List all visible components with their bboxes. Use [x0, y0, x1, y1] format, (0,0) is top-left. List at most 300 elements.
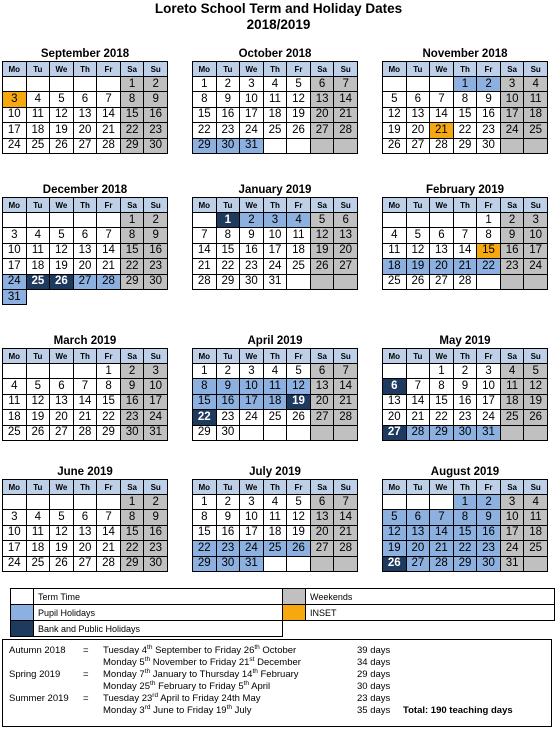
weekday-header: Fr — [287, 480, 311, 495]
week-row — [383, 556, 548, 571]
weekday-header: Su — [524, 62, 548, 77]
empty-day-cell — [310, 274, 334, 289]
day-cell: 4 — [524, 495, 548, 510]
day-cell: 31 — [240, 556, 264, 571]
day-cell: 29 — [97, 425, 121, 440]
term-summary — [2, 639, 552, 727]
day-cell: 13 — [406, 525, 430, 540]
weekday-header: Th — [263, 480, 287, 495]
empty-day-cell — [50, 364, 74, 379]
term-summary-row — [3, 657, 551, 669]
day-cell: 10 — [500, 92, 524, 107]
weekday-header: Fr — [477, 480, 501, 495]
week-row — [3, 495, 168, 510]
day-cell: 16 — [477, 525, 501, 540]
day-cell: 14 — [334, 92, 358, 107]
day-cell: 10 — [3, 107, 27, 122]
empty-day-cell — [406, 213, 430, 228]
day-cell: 3 — [240, 77, 264, 92]
day-cell: 14 — [97, 243, 121, 258]
day-cell: 24 — [240, 410, 264, 425]
day-cell: 15 — [120, 525, 144, 540]
day-cell: 18 — [524, 107, 548, 122]
week-row — [383, 379, 548, 394]
day-cell: 22 — [193, 541, 217, 556]
day-cell: 28 — [97, 274, 121, 289]
day-cell: 16 — [216, 525, 240, 540]
weekday-header: We — [430, 480, 454, 495]
day-cell: 12 — [383, 107, 407, 122]
weekday-header: Th — [453, 62, 477, 77]
weekday-header: Mo — [3, 62, 27, 77]
day-cell: 10 — [263, 228, 287, 243]
day-cell: 5 — [383, 510, 407, 525]
day-cell: 21 — [334, 525, 358, 540]
day-cell: 19 — [50, 259, 74, 274]
day-cell: 24 — [144, 410, 168, 425]
day-cell: 13 — [430, 243, 454, 258]
day-cell: 5 — [50, 228, 74, 243]
day-cell: 2 — [240, 213, 264, 228]
weekday-header: Tu — [216, 198, 240, 213]
day-cell: 10 — [240, 510, 264, 525]
day-cell: 21 — [406, 410, 430, 425]
week-row — [383, 410, 548, 425]
day-cell: 9 — [477, 510, 501, 525]
day-cell: 29 — [193, 556, 217, 571]
day-cell: 17 — [3, 259, 27, 274]
day-cell: 19 — [310, 243, 334, 258]
day-cell: 8 — [120, 228, 144, 243]
day-cell: 3 — [240, 495, 264, 510]
week-row — [3, 243, 168, 258]
day-cell: 27 — [50, 425, 74, 440]
day-cell: 22 — [97, 410, 121, 425]
page-title: Loreto School Term and Holiday Dates — [154, 1, 403, 16]
day-cell: 29 — [120, 556, 144, 571]
weekday-header: Th — [73, 62, 97, 77]
day-cell: 3 — [500, 495, 524, 510]
weekday-header: Sa — [310, 349, 334, 364]
day-cell: 19 — [287, 525, 311, 540]
day-cell: 23 — [240, 259, 264, 274]
day-cell: 9 — [120, 379, 144, 394]
day-cell: 27 — [73, 556, 97, 571]
weekday-header-row — [3, 349, 168, 364]
day-cell: 5 — [524, 364, 548, 379]
weekday-header: Sa — [120, 349, 144, 364]
day-cell: 12 — [26, 394, 50, 409]
day-cell: 28 — [406, 425, 430, 440]
day-cell: 25 — [263, 123, 287, 138]
month-name: September 2018 — [40, 48, 130, 60]
month-name: January 2019 — [238, 184, 312, 196]
day-cell: 21 — [453, 259, 477, 274]
day-cell: 29 — [453, 556, 477, 571]
date-text: June to Friday 19 — [150, 705, 227, 716]
day-cell: 27 — [310, 541, 334, 556]
day-cell: 10 — [240, 379, 264, 394]
day-cell: 3 — [500, 77, 524, 92]
day-cell: 10 — [3, 525, 27, 540]
day-cell: 7 — [406, 379, 430, 394]
day-cell: 18 — [383, 259, 407, 274]
day-cell: 31 — [144, 425, 168, 440]
day-cell: 27 — [73, 138, 97, 153]
date-text: November to Friday 21 — [150, 657, 250, 668]
week-row — [3, 289, 168, 304]
month-calendar — [192, 183, 358, 290]
weekday-header: Th — [73, 198, 97, 213]
empty-day-cell — [73, 364, 97, 379]
weekday-header: Mo — [193, 198, 217, 213]
empty-day-cell — [50, 77, 74, 92]
month-calendar — [382, 465, 548, 572]
day-cell: 2 — [144, 495, 168, 510]
day-cell: 20 — [73, 541, 97, 556]
empty-day-cell — [383, 495, 407, 510]
day-cell: 21 — [193, 259, 217, 274]
empty-day-cell — [287, 138, 311, 153]
empty-day-cell — [524, 425, 548, 440]
term-date-range — [103, 693, 261, 705]
week-row — [193, 364, 358, 379]
day-cell: 18 — [524, 525, 548, 540]
weekday-header: We — [430, 62, 454, 77]
month-name: June 2019 — [57, 466, 113, 478]
weekday-header: Mo — [3, 480, 27, 495]
weekday-header: Tu — [216, 480, 240, 495]
day-cell: 18 — [26, 541, 50, 556]
title-block — [0, 0, 557, 33]
term-name: Spring 2019 — [9, 669, 61, 680]
term-day-count: 39 days — [357, 645, 391, 656]
day-cell: 28 — [97, 556, 121, 571]
weekday-header: Tu — [26, 480, 50, 495]
day-cell: 27 — [406, 556, 430, 571]
week-row — [193, 228, 358, 243]
day-cell: 25 — [26, 138, 50, 153]
weekday-header: Su — [144, 349, 168, 364]
empty-day-cell — [193, 213, 217, 228]
empty-day-cell — [334, 274, 358, 289]
day-cell: 19 — [406, 259, 430, 274]
day-cell: 18 — [26, 259, 50, 274]
day-cell: 8 — [453, 510, 477, 525]
weekday-header: Su — [334, 62, 358, 77]
week-row — [383, 425, 548, 440]
day-cell: 4 — [263, 495, 287, 510]
weekday-header-row — [3, 62, 168, 77]
day-cell: 15 — [193, 525, 217, 540]
term-name: Summer 2019 — [9, 693, 69, 704]
day-cell: 1 — [453, 495, 477, 510]
day-cell: 21 — [73, 410, 97, 425]
ordinal-suffix: th — [243, 679, 250, 687]
weekday-header-row — [383, 480, 548, 495]
day-cell: 26 — [50, 556, 74, 571]
day-cell: 21 — [334, 394, 358, 409]
month-table — [2, 348, 168, 441]
weekday-header: Tu — [26, 349, 50, 364]
day-cell: 3 — [144, 364, 168, 379]
day-cell: 12 — [524, 379, 548, 394]
day-cell: 30 — [240, 274, 264, 289]
day-cell: 30 — [144, 138, 168, 153]
week-row — [383, 364, 548, 379]
day-cell: 21 — [334, 107, 358, 122]
day-cell: 25 — [500, 410, 524, 425]
day-cell: 24 — [500, 541, 524, 556]
empty-day-cell — [287, 425, 311, 440]
empty-day-cell — [263, 425, 287, 440]
weekday-header: Mo — [383, 198, 407, 213]
day-cell: 28 — [430, 556, 454, 571]
day-cell: 22 — [453, 541, 477, 556]
day-cell: 22 — [216, 259, 240, 274]
legend-swatch-weekends — [283, 589, 306, 605]
term-date-range — [103, 669, 299, 681]
day-cell: 11 — [26, 525, 50, 540]
month-name: April 2019 — [247, 335, 303, 347]
weekday-header: Sa — [120, 62, 144, 77]
day-cell: 12 — [287, 92, 311, 107]
week-row — [383, 259, 548, 274]
week-row — [3, 510, 168, 525]
date-text: December — [254, 657, 301, 668]
empty-day-cell — [310, 556, 334, 571]
week-row — [3, 259, 168, 274]
day-cell: 12 — [50, 243, 74, 258]
day-cell: 3 — [263, 213, 287, 228]
equals-sign: = — [83, 645, 89, 656]
day-cell: 28 — [73, 425, 97, 440]
day-cell: 2 — [500, 213, 524, 228]
day-cell: 15 — [193, 394, 217, 409]
month-table — [382, 479, 548, 572]
empty-day-cell — [500, 274, 524, 289]
day-cell: 18 — [3, 410, 27, 425]
day-cell: 8 — [97, 379, 121, 394]
weekday-header: Mo — [383, 349, 407, 364]
week-row — [193, 425, 358, 440]
day-cell: 8 — [453, 92, 477, 107]
day-cell: 9 — [477, 92, 501, 107]
week-row — [383, 107, 548, 122]
weekday-header: Mo — [193, 62, 217, 77]
weekday-header: Th — [263, 198, 287, 213]
week-row — [193, 243, 358, 258]
weekday-header-row — [3, 198, 168, 213]
day-cell: 13 — [310, 92, 334, 107]
day-cell: 25 — [524, 123, 548, 138]
day-cell: 12 — [50, 107, 74, 122]
day-cell: 16 — [500, 243, 524, 258]
empty-day-cell — [310, 138, 334, 153]
day-cell: 19 — [50, 123, 74, 138]
week-row — [193, 510, 358, 525]
empty-day-cell — [73, 495, 97, 510]
term-date-range — [103, 681, 270, 693]
day-cell: 2 — [216, 364, 240, 379]
day-cell: 11 — [26, 243, 50, 258]
day-cell: 31 — [263, 274, 287, 289]
empty-day-cell — [263, 556, 287, 571]
week-row — [193, 495, 358, 510]
empty-day-cell — [453, 213, 477, 228]
date-text: April — [249, 681, 271, 692]
day-cell: 11 — [263, 379, 287, 394]
empty-day-cell — [97, 495, 121, 510]
day-cell: 28 — [334, 123, 358, 138]
ordinal-suffix: th — [252, 667, 258, 675]
empty-day-cell — [3, 495, 27, 510]
day-cell: 14 — [97, 525, 121, 540]
week-row — [383, 274, 548, 289]
day-cell: 2 — [453, 364, 477, 379]
legend — [10, 588, 555, 637]
day-cell: 4 — [26, 92, 50, 107]
day-cell: 26 — [287, 541, 311, 556]
day-cell: 1 — [193, 364, 217, 379]
day-cell: 27 — [406, 138, 430, 153]
day-cell: 6 — [430, 228, 454, 243]
weekday-header: Sa — [120, 480, 144, 495]
day-cell: 6 — [50, 379, 74, 394]
day-cell: 23 — [477, 123, 501, 138]
day-cell: 1 — [453, 77, 477, 92]
weekday-header: Tu — [406, 349, 430, 364]
week-row — [383, 213, 548, 228]
date-text: Monday 25 — [103, 681, 151, 692]
weekday-header: Fr — [477, 198, 501, 213]
day-cell: 30 — [477, 556, 501, 571]
empty-day-cell — [240, 425, 264, 440]
day-cell: 6 — [310, 77, 334, 92]
term-summary-row — [3, 693, 551, 705]
day-cell: 8 — [430, 379, 454, 394]
day-cell: 7 — [430, 510, 454, 525]
day-cell: 23 — [144, 259, 168, 274]
day-cell: 22 — [477, 259, 501, 274]
empty-day-cell — [524, 274, 548, 289]
empty-day-cell — [383, 213, 407, 228]
day-cell: 14 — [430, 107, 454, 122]
month-name: May 2019 — [439, 335, 491, 347]
day-cell: 22 — [120, 541, 144, 556]
day-cell: 25 — [26, 556, 50, 571]
day-cell: 5 — [50, 92, 74, 107]
month-table — [2, 197, 168, 305]
day-cell: 18 — [26, 123, 50, 138]
term-summary-row — [3, 705, 551, 717]
weekday-header: Th — [73, 349, 97, 364]
legend-label-pupil-holidays: Pupil Holidays — [34, 605, 283, 621]
day-cell: 5 — [383, 92, 407, 107]
date-text: September to Friday 26 — [152, 645, 255, 656]
week-row — [193, 107, 358, 122]
month-name: July 2019 — [249, 466, 301, 478]
day-cell: 28 — [453, 274, 477, 289]
day-cell: 30 — [120, 425, 144, 440]
day-cell: 19 — [50, 541, 74, 556]
date-text: Tuesday 23 — [103, 693, 153, 704]
day-cell: 14 — [406, 394, 430, 409]
day-cell: 27 — [430, 274, 454, 289]
empty-day-cell — [3, 77, 27, 92]
day-cell: 24 — [500, 123, 524, 138]
week-row — [193, 410, 358, 425]
month-table — [382, 348, 548, 441]
day-cell: 26 — [26, 425, 50, 440]
weekday-header: Mo — [3, 349, 27, 364]
day-cell: 20 — [310, 394, 334, 409]
day-cell: 1 — [430, 364, 454, 379]
week-row — [193, 77, 358, 92]
week-row — [3, 107, 168, 122]
week-row — [3, 228, 168, 243]
day-cell: 7 — [97, 510, 121, 525]
day-cell: 16 — [216, 107, 240, 122]
empty-day-cell — [73, 77, 97, 92]
day-cell: 29 — [216, 274, 240, 289]
day-cell: 7 — [453, 228, 477, 243]
date-text: October — [259, 645, 297, 656]
day-cell: 8 — [193, 92, 217, 107]
day-cell: 18 — [263, 394, 287, 409]
day-cell: 24 — [3, 274, 27, 289]
week-row — [3, 123, 168, 138]
day-cell: 15 — [430, 394, 454, 409]
term-day-count: 30 days — [357, 681, 391, 692]
week-row — [3, 541, 168, 556]
day-cell: 4 — [524, 77, 548, 92]
day-cell: 16 — [144, 107, 168, 122]
day-cell: 5 — [406, 228, 430, 243]
day-cell: 16 — [144, 243, 168, 258]
empty-day-cell — [3, 364, 27, 379]
day-cell: 4 — [383, 228, 407, 243]
day-cell: 13 — [334, 228, 358, 243]
week-row — [193, 525, 358, 540]
day-cell: 24 — [3, 556, 27, 571]
day-cell: 12 — [406, 243, 430, 258]
weekday-header: Sa — [310, 198, 334, 213]
day-cell: 6 — [310, 495, 334, 510]
day-cell: 22 — [120, 123, 144, 138]
day-cell: 17 — [240, 107, 264, 122]
day-cell: 22 — [193, 410, 217, 425]
day-cell: 2 — [144, 77, 168, 92]
day-cell: 16 — [453, 394, 477, 409]
day-cell: 26 — [524, 410, 548, 425]
ordinal-suffix: st — [249, 655, 255, 663]
week-row — [193, 556, 358, 571]
day-cell: 30 — [216, 425, 240, 440]
week-row — [193, 92, 358, 107]
weekday-header: Tu — [216, 349, 240, 364]
day-cell: 19 — [287, 394, 311, 409]
day-cell: 1 — [193, 77, 217, 92]
day-cell: 6 — [310, 364, 334, 379]
day-cell: 9 — [453, 379, 477, 394]
day-cell: 4 — [500, 364, 524, 379]
week-row — [193, 259, 358, 274]
weekday-header: Fr — [477, 62, 501, 77]
month-calendar — [382, 334, 548, 441]
day-cell: 29 — [120, 274, 144, 289]
day-cell: 6 — [383, 379, 407, 394]
